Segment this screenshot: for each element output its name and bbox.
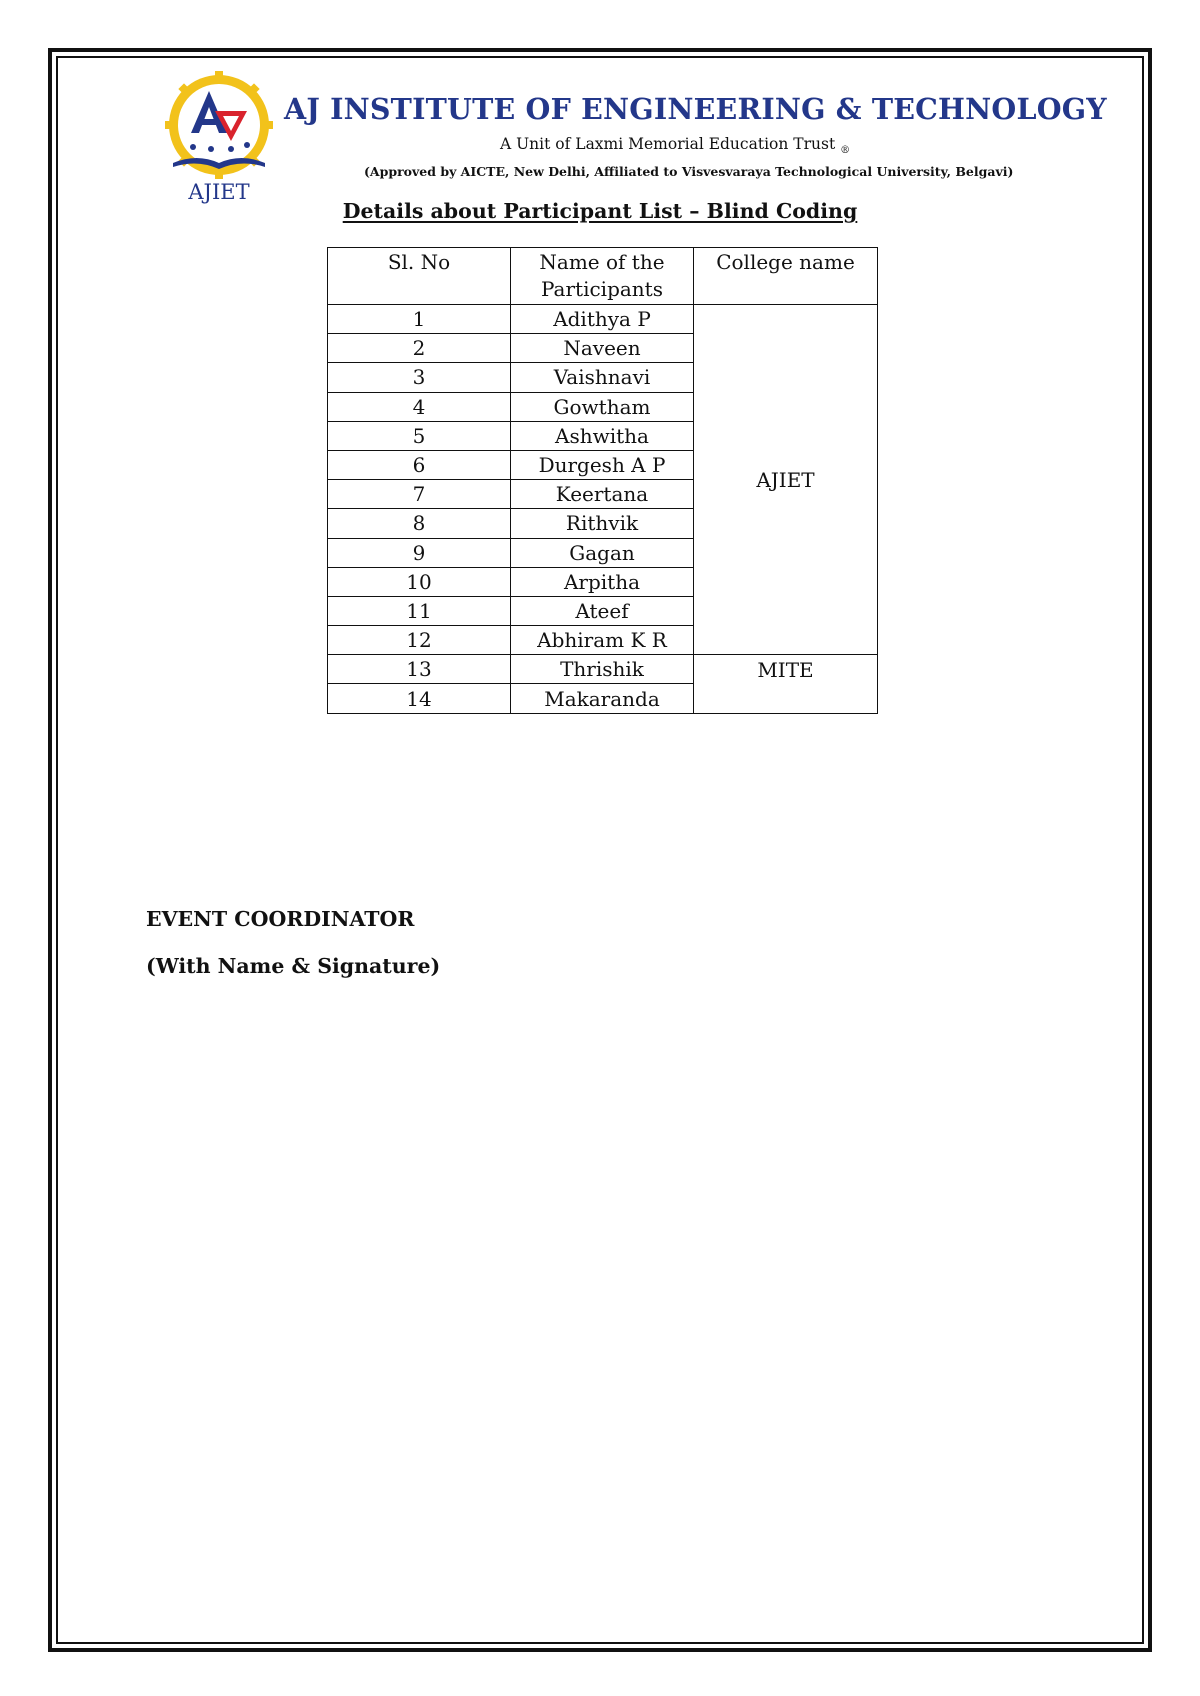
participant-name-cell: Gowtham — [511, 392, 694, 421]
participant-name-cell: Ateef — [511, 596, 694, 625]
coordinator-subtitle: (With Name & Signature) — [146, 954, 441, 978]
participant-table — [327, 247, 878, 714]
participant-name-cell: Arpitha — [511, 567, 694, 596]
participant-name-cell: Thrishik — [511, 655, 694, 684]
college-name-cell: MITE — [694, 655, 878, 713]
sl-no-cell: 4 — [328, 392, 511, 421]
header-college-name: College name — [694, 248, 878, 305]
sl-no-cell: 6 — [328, 450, 511, 479]
institute-logo — [163, 71, 275, 206]
sl-no-cell: 2 — [328, 334, 511, 363]
header-participant-name: Name of the Participants — [511, 248, 694, 305]
logo-text: AJIET — [188, 180, 250, 204]
document-title: Details about Participant List – Blind Coding — [342, 199, 858, 223]
sl-no-cell: 8 — [328, 509, 511, 538]
sl-no-cell: 5 — [328, 421, 511, 450]
sl-no-cell: 9 — [328, 538, 511, 567]
table-row — [328, 305, 878, 334]
participant-name-cell: Naveen — [511, 334, 694, 363]
sl-no-cell: 14 — [328, 684, 511, 713]
sl-no-cell: 10 — [328, 567, 511, 596]
approval-line: (Approved by AICTE, New Delhi, Affiliated to Visvesvaraya Technological University, Belgavi) — [364, 164, 1014, 179]
college-name-cell: AJIET — [694, 305, 878, 655]
sl-no-cell: 11 — [328, 596, 511, 625]
sl-no-cell: 12 — [328, 626, 511, 655]
participant-name-cell: Vaishnavi — [511, 363, 694, 392]
registered-mark: ® — [840, 145, 851, 157]
institute-name: AJ INSTITUTE OF ENGINEERING & TECHNOLOGY — [284, 92, 1107, 126]
table-header-row — [328, 248, 878, 305]
sl-no-cell: 3 — [328, 363, 511, 392]
sl-no-cell: 1 — [328, 305, 511, 334]
sl-no-cell: 7 — [328, 480, 511, 509]
participant-name-cell: Abhiram K R — [511, 626, 694, 655]
participant-name-cell: Rithvik — [511, 509, 694, 538]
participant-name-cell: Gagan — [511, 538, 694, 567]
participant-name-cell: Keertana — [511, 480, 694, 509]
participant-name-cell: Durgesh A P — [511, 450, 694, 479]
coordinator-title: EVENT COORDINATOR — [146, 907, 415, 931]
participant-name-cell: Ashwitha — [511, 421, 694, 450]
table-row — [328, 655, 878, 684]
unit-line — [500, 135, 850, 156]
participant-name-cell: Adithya P — [511, 305, 694, 334]
sl-no-cell: 13 — [328, 655, 511, 684]
participant-name-cell: Makaranda — [511, 684, 694, 713]
header-sl-no: Sl. No — [328, 248, 511, 305]
unit-line-text: A Unit of Laxmi Memorial Education Trust — [500, 135, 836, 153]
